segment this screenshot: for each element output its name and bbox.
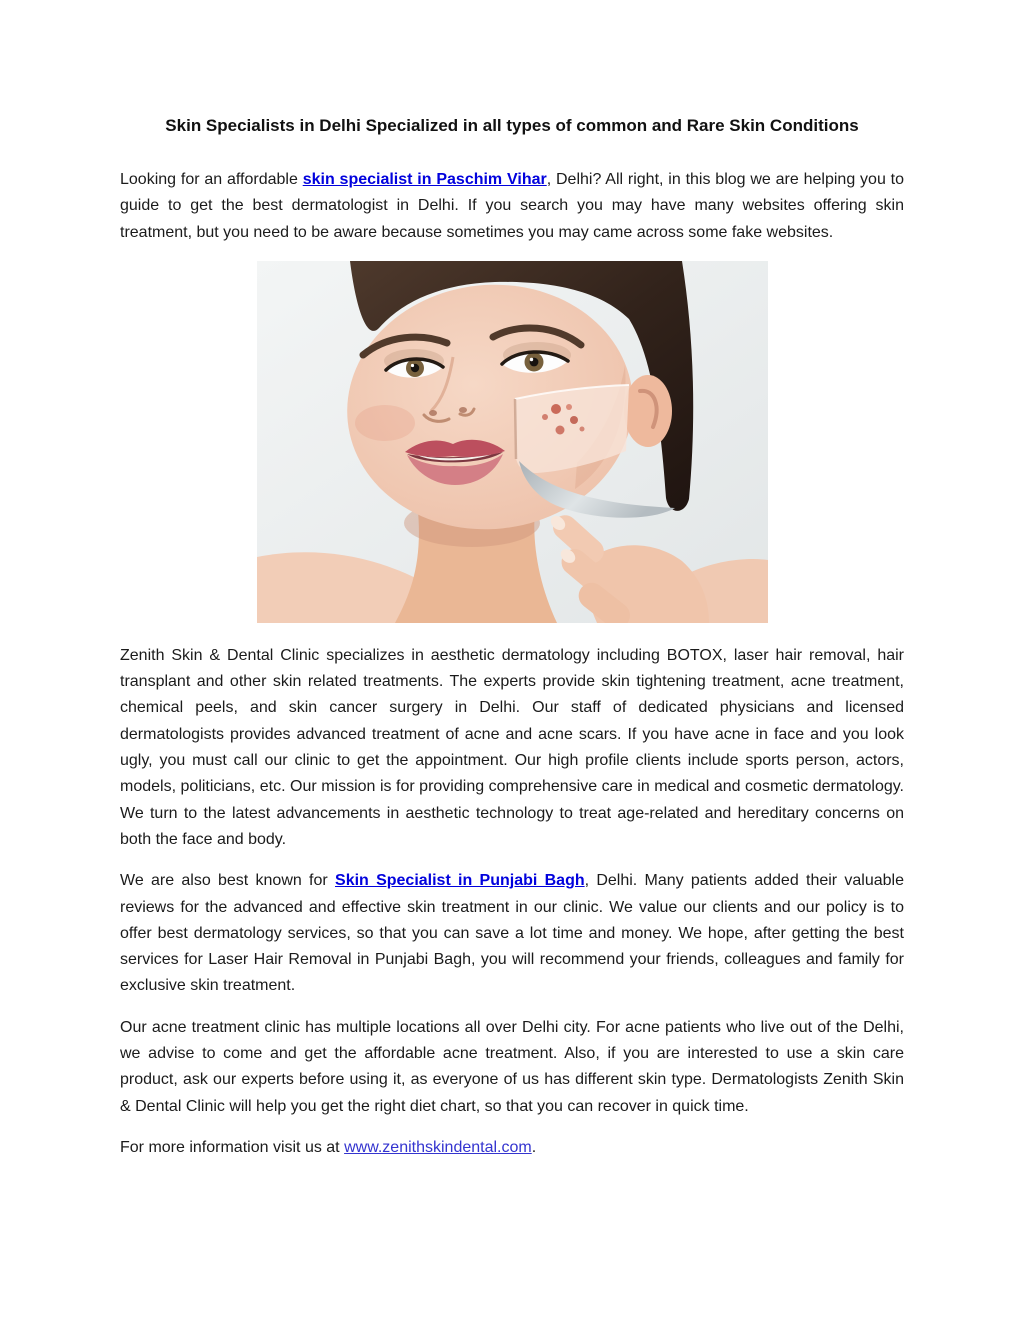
paragraph-clinic-overview (120, 643, 904, 853)
text-segment: Our acne treatment clinic has multiple locations all over Delhi city. For acne patients who live out of the Delhi, we advise to come and get the affordable acne treatment. Also, if you are interested to use a skin care product, ask our experts before using it, as everyone of us has different skin type. Dermatologists Zenith Skin & Dental Clinic will help you get the right diet chart, so that you can recover in quick time. (120, 1018, 904, 1115)
paragraph-acne-locations (120, 1015, 904, 1120)
document-title: Skin Specialists in Delhi Specialized in all types of common and Rare Skin Conditions (165, 116, 859, 135)
cheek-blush (355, 405, 415, 441)
link-website-url[interactable]: www.zenithskindental.com (344, 1138, 532, 1156)
acne-treatment-photo-illustration (257, 261, 768, 623)
paragraph-punjabi-bagh (120, 868, 904, 999)
text-segment: Zenith Skin & Dental Clinic specializes in aesthetic dermatology including BOTOX, laser hair removal, hair transplant and other skin related treatments. The experts provide skin tightening treatment, acne treatment, chemical peels, and skin cancer surgery in Delhi. Our staff of dedicated physicians and licensed dermatologists provides advanced treatment of acne and acne scars. If you have acne in face and you look ugly, you must call our clinic to get the appointment. Our high profile clients include sports person, actors, models, politicians, etc. Our mission is for providing comprehensive care in medical and cosmetic dermatology. We turn to the latest advancements in aesthetic technology to treat age-related and hereditary concerns on both the face and body. (120, 646, 904, 848)
ear (624, 375, 672, 447)
link-skin-specialist-punjabi-bagh[interactable]: Skin Specialist in Punjabi Bagh (335, 872, 585, 890)
acne-treatment-photo (257, 261, 768, 623)
paragraph-intro (120, 167, 904, 246)
text-segment: . (531, 1138, 537, 1156)
text-segment: We are also best known for (120, 872, 336, 890)
paragraph-more-info (120, 1135, 904, 1161)
text-segment: For more information visit us at (120, 1138, 345, 1156)
text-segment: Looking for an affordable (120, 171, 303, 188)
text-segment: , Delhi. Many patients added their valuable reviews for the advanced and effective skin treatment in our clinic. We value our clients and our policy is to offer best dermatology services, so that you can save a lot time and money. We hope, after getting the best services for Laser Hair Removal in Punjabi Bagh, you will recommend your friends, colleagues and family for exclusive skin treatment. (120, 872, 904, 995)
link-skin-specialist-paschim-vihar[interactable]: skin specialist in Paschim Vihar (302, 171, 547, 188)
text-segment: , Delhi? All right, in this blog we are helping you to guide to get the best dermatologist in Delhi. If you search you may have many websites offering skin treatment, but you need to be aware because sometimes you may came across some fake websites. (120, 171, 905, 241)
